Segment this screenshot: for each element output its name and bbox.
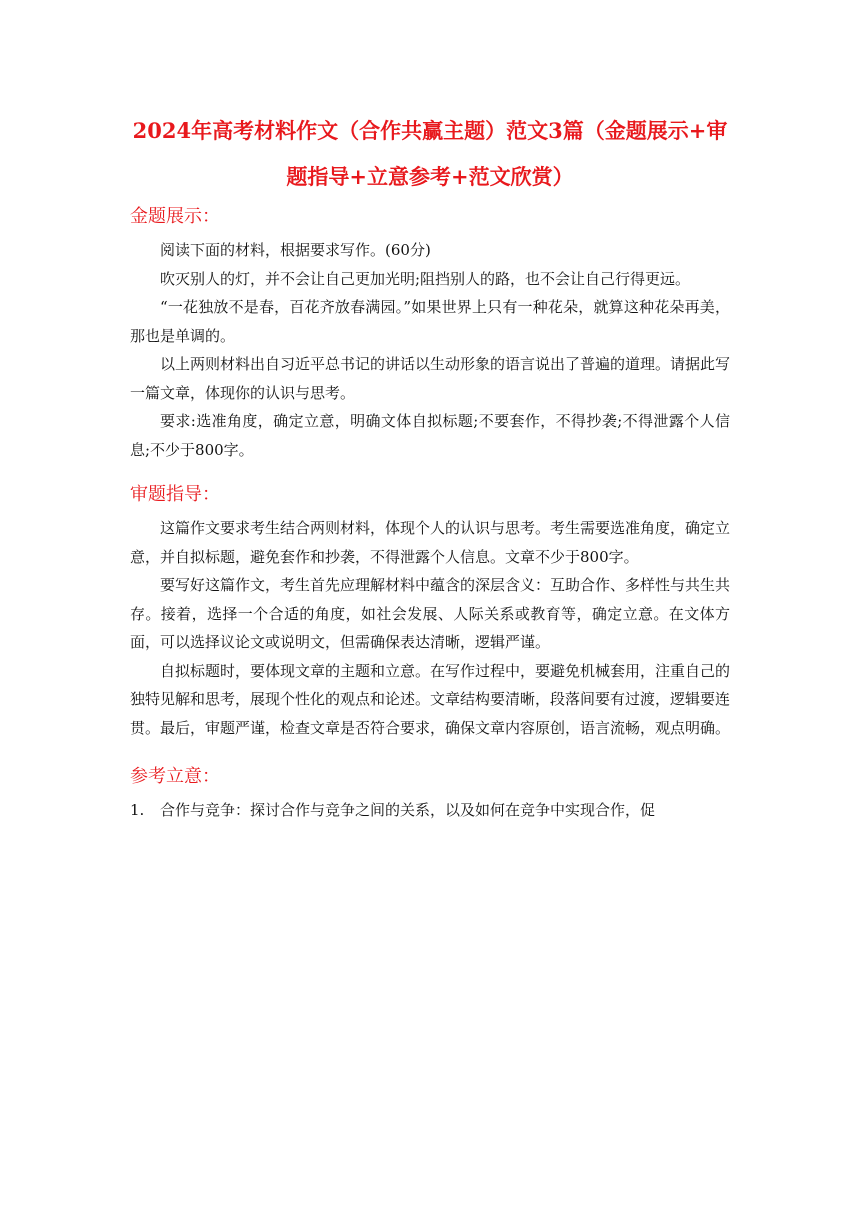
prompt-paragraph: 要求:选准角度，确定立意，明确文体自拟标题;不要套作，不得抄袭;不得泄露个人信息;不少于800字。 xyxy=(130,412,730,459)
idea-list-item xyxy=(130,796,730,825)
section-heading-prompt: 金题展示： xyxy=(130,206,220,227)
prompt-paragraph: 吹灭别人的灯，并不会让自己更加光明;阻挡别人的路，也不会让自己行得更远。 xyxy=(160,269,691,288)
guidance-paragraph: 要写好这篇作文，考生首先应理解材料中蕴含的深层含义：互助合作、多样性与共生共存。接着，选择一个合适的角度，如社会发展、人际关系或教育等，确定立意。在文体方面，可以选择议论文或说明文，但需确保表达清晰，逻辑严谨。 xyxy=(130,576,731,651)
prompt-paragraph: 以上两则材料出自习近平总书记的讲话以生动形象的语言说出了普遍的道理。请据此写一篇文章，体现你的认识与思考。 xyxy=(130,355,731,402)
section-spacer xyxy=(130,742,730,764)
idea-number: 1. xyxy=(130,801,145,819)
prompt-paragraph: 阅读下面的材料，根据要求写作。(60分) xyxy=(160,241,431,259)
section-heading-ideas: 参考立意： xyxy=(130,766,220,787)
section-spacer xyxy=(130,464,730,482)
prompt-paragraph: “一花独放不是春，百花齐放春满园。”如果世界上只有一种花朵，就算这种花朵再美，那也是单调的。 xyxy=(130,298,730,345)
idea-text: 合作与竞争：探讨合作与竞争之间的关系，以及如何在竞争中实现合作，促 xyxy=(160,801,656,819)
guidance-paragraph: 自拟标题时，要体现文章的主题和立意。在写作过程中，要避免机械套用，注重自己的独特见解和思考，展现个性化的观点和论述。文章结构要清晰，段落间要有过渡，逻辑要连贯。最后，审题严谨，检查文章是否符合要求，确保文章内容原创，语言流畅，观点明确。 xyxy=(130,661,731,737)
document-title: 2024年高考材料作文（合作共赢主题）范文3篇（金题展示+审题指导+立意参考+范文欣赏） xyxy=(132,118,728,189)
guidance-paragraph: 这篇作文要求考生结合两则材料，体现个人的认识与思考。考生需要选准角度，确定立意，并自拟标题，避免套作和抄袭，不得泄露个人信息。文章不少于800字。 xyxy=(130,519,731,566)
document-page xyxy=(130,108,730,825)
section-heading-guidance: 审题指导： xyxy=(130,484,220,505)
